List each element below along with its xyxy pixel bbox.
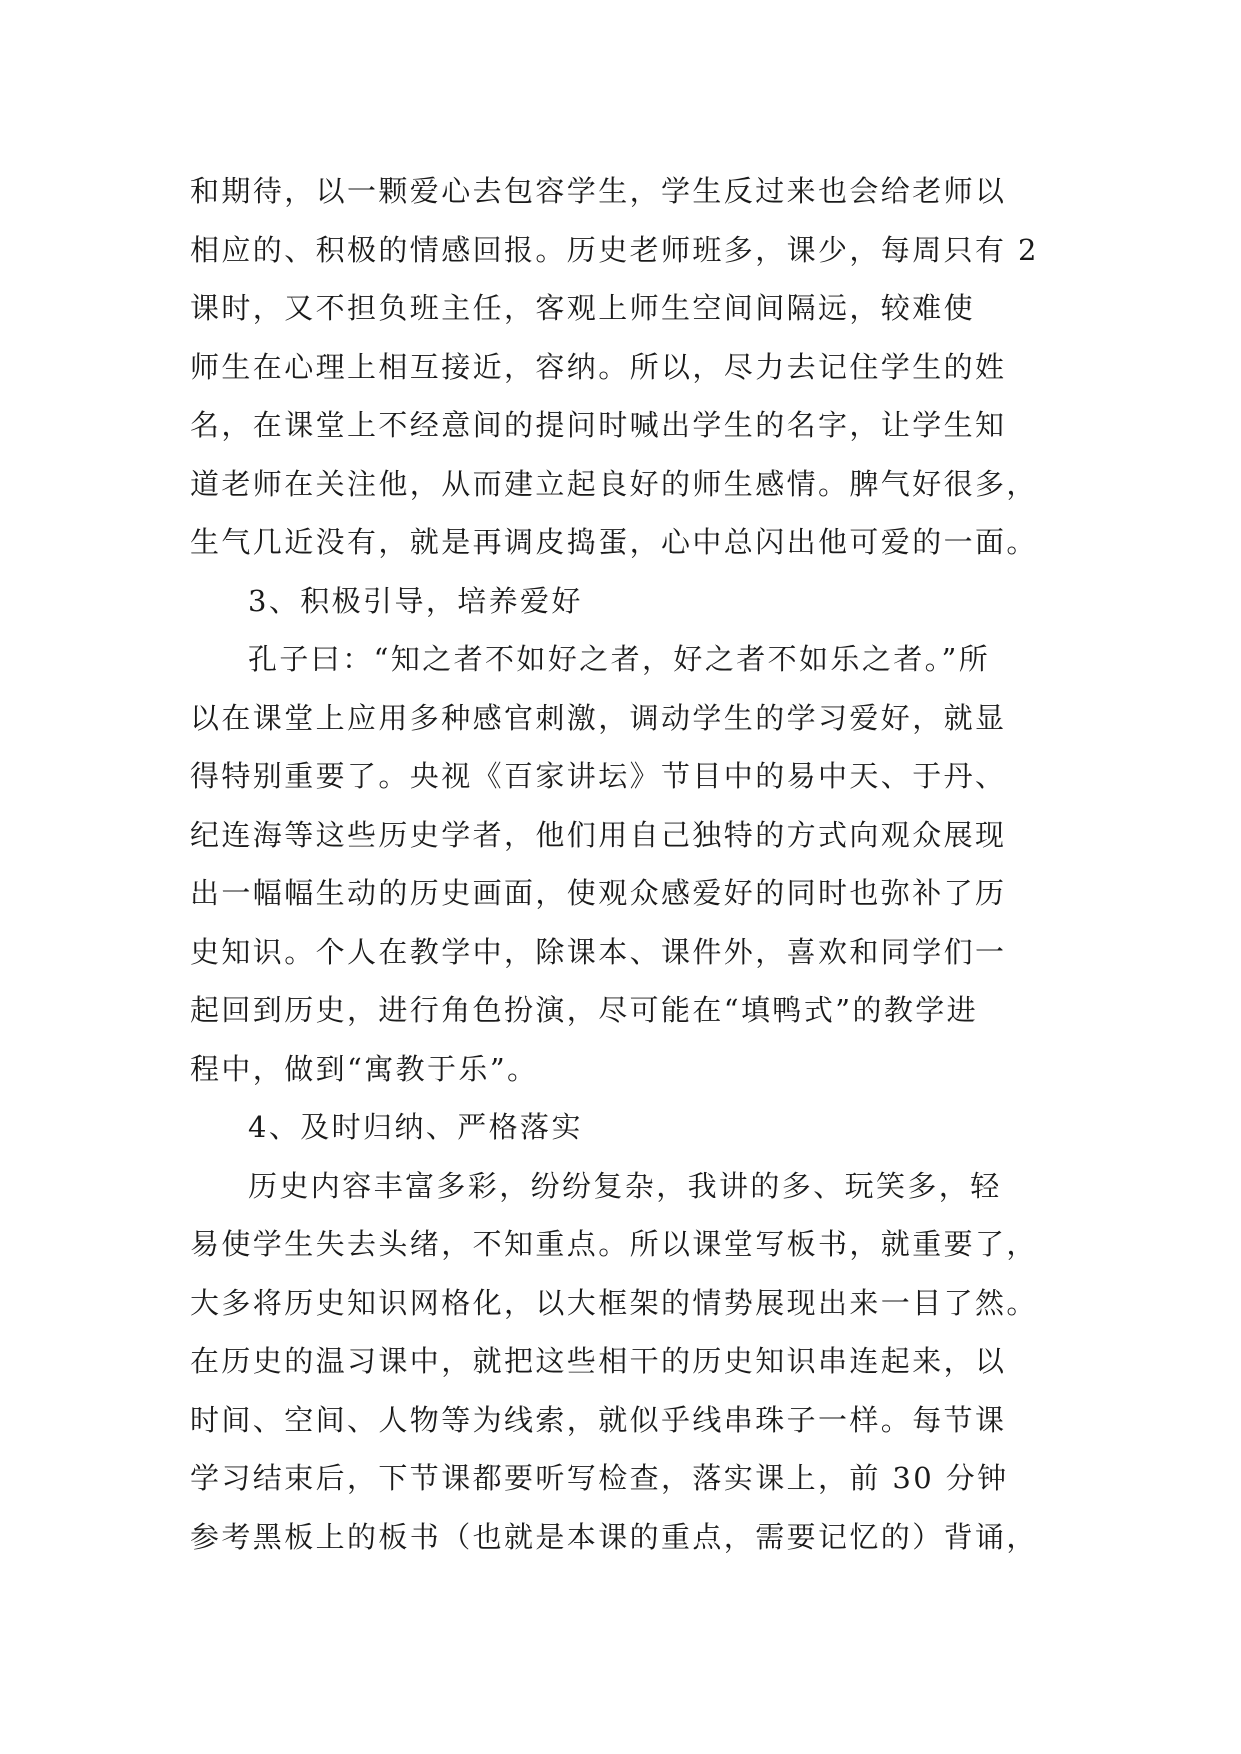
text-line: 起回到历史，进行角色扮演，尽可能在“填鸭式”的教学进 xyxy=(190,993,979,1027)
text-line: 和期待，以一颗爱心去包容学生，学生反过来也会给老师以 xyxy=(190,174,1007,208)
text-line: 生气几近没有，就是再调皮捣蛋，心中总闪出他可爱的一面。 xyxy=(190,525,1038,559)
text-line: 时间、空间、人物等为线索，就似乎线串珠子一样。每节课 xyxy=(190,1402,1007,1437)
text-line: 以在课堂上应用多种感官刺激，调动学生的学习爱好，就显 xyxy=(190,700,1007,735)
text-line: 课时，又不担负班主任，客观上师生空间间隔远，较难使 xyxy=(190,291,976,325)
paragraph-first-line: 历史内容丰富多彩，纷纷复杂，我讲的多、玩笑多，轻 xyxy=(248,1168,1002,1203)
text-line: 大多将历史知识网格化，以大框架的情势展现出来一目了然。 xyxy=(190,1285,1038,1320)
text-line: 纪连海等这些历史学者，他们用自己独特的方式向观众展现 xyxy=(190,817,1007,852)
text-line: 易使学生失去头绪，不知重点。所以课堂写板书，就重要了， xyxy=(190,1227,1038,1261)
text-line: 参考黑板上的板书（也就是本课的重点，需要记忆的）背诵， xyxy=(190,1519,1038,1554)
text-line: 史知识。个人在教学中，除课本、课件外，喜欢和同学们一 xyxy=(190,934,1007,969)
text-line: 道老师在关注他，从而建立起良好的师生感情。脾气好很多， xyxy=(190,466,1038,501)
text-line: 得特别重要了。央视《百家讲坛》节目中的易中天、于丹、 xyxy=(190,759,1007,793)
section-heading: 4、及时归纳、严格落实 xyxy=(248,1110,583,1144)
text-line: 出一幅幅生动的历史画面，使观众感爱好的同时也弥补了历 xyxy=(190,876,1007,910)
section-heading: 3、积极引导，培养爱好 xyxy=(248,583,583,618)
body-text xyxy=(190,162,1070,1566)
text-line: 程中，做到“寓教于乐”。 xyxy=(190,1051,539,1086)
paragraph-first-line: 孔子曰：“知之者不如好之者，好之者不如乐之者。”所 xyxy=(248,642,991,676)
text-line: 学习结束后，下节课都要听写检查，落实课上，前 30 分钟 xyxy=(190,1461,1009,1495)
text-line: 在历史的温习课中，就把这些相干的历史知识串连起来，以 xyxy=(190,1344,1007,1378)
text-line: 师生在心理上相互接近，容纳。所以，尽力去记住学生的姓 xyxy=(190,349,1007,384)
text-line: 名，在课堂上不经意间的提问时喊出学生的名字，让学生知 xyxy=(190,408,1007,442)
text-line: 相应的、积极的情感回报。历史老师班多，课少，每周只有 2 xyxy=(190,232,1039,267)
